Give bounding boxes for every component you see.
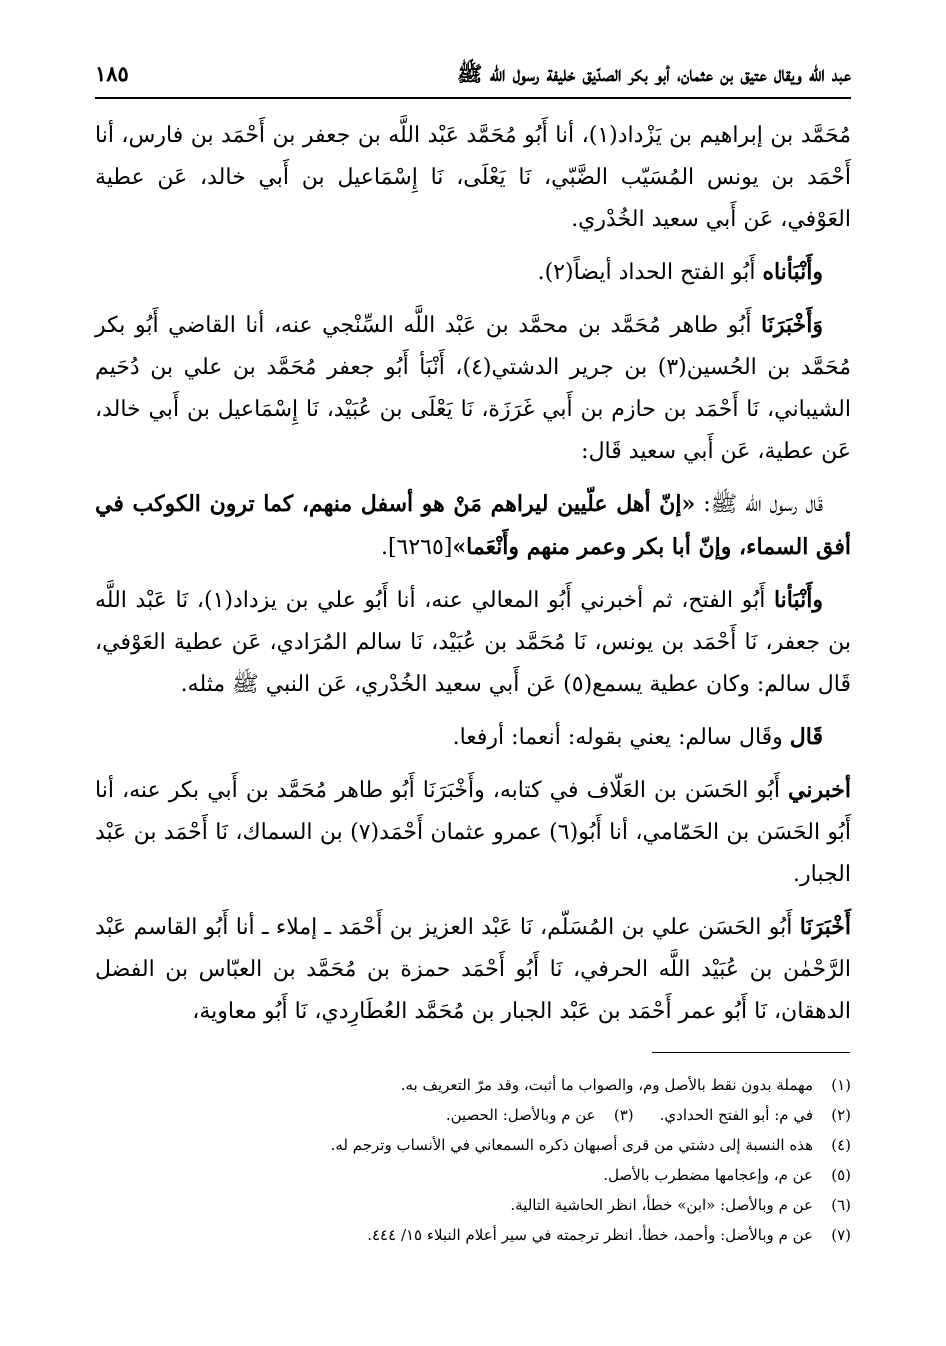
- hadith-intro: قَال رسول الله ﷺ:: [695, 492, 823, 517]
- paragraph-text: وقَال سالم: يعني بقوله: أنعما: أرفعا.: [452, 725, 790, 750]
- footnote-text: هذه النسبة إلى دشتي من قرى أصبهان ذكره السمعاني في الأنساب وترجم له.: [330, 1136, 813, 1154]
- paragraph-5: [95, 579, 851, 706]
- paragraph-7: [95, 769, 851, 896]
- footnote-text: مهملة بدون نقط بالأصل وم، والصواب ما أثبت، وقد مرّ التعريف به.: [400, 1076, 813, 1094]
- paragraph-text: أَبُو الحَسَن علي بن المُسَلّم، نَا عَبْد العزيز بن أَحْمَد ـ إملاء ـ أنا أَبُو القاسم عَبْد الرَّحْمٰن بن عُبَيْد اللَّه الحرفي، نَا أَبُو أَحْمَد حمزة بن مُحَمَّد بن العبّاس بن الفضل الدهقان، نَا أَبُو عمر أَحْمَد بن عَبْد الجبار بن مُحَمَّد العُطَارِدي، نَا أَبُو معاوية،: [95, 915, 851, 1024]
- paragraph-lead: وأَنْبَأناه: [762, 259, 823, 285]
- paragraph-3: [95, 304, 851, 473]
- hadith-paragraph: [95, 483, 851, 569]
- footnote-number: (٤): [831, 1136, 851, 1154]
- footnote-text: في م: أبو الفتح الحدادي.: [659, 1106, 813, 1124]
- running-title: عبد الله ويقال عتيق بن عثمان، أبو بكر الصدّيق خليفة رسول الله ﷺ: [457, 61, 851, 86]
- paragraph-lead: وَأَخْبَرَنَا: [761, 312, 823, 338]
- paragraph-text: أَبُو طاهر مُحَمَّد بن محمَّد بن عَبْد اللَّه السِّنْجي عنه، أنا القاضي أَبُو بكر مُحَمَّد بن الحُسين(٣) بن جرير الدشتي(٤)، أَنْبَأ أَبُو جعفر مُحَمَّد بن علي بن دُحَيم الشيباني، نَا أَحْمَد بن حازم بن أَبي غَرَزَة، نَا يَعْلَى بن عُبَيْد، نَا إِسْمَاعيل بن أَبي خالد، عَن عطية، عَن أَبي سعيد قَال:: [95, 313, 851, 464]
- footnote-text: عن م، وإعجامها مضطرب بالأصل.: [603, 1166, 813, 1184]
- footnote-divider: [652, 1052, 850, 1053]
- footnote: [95, 1190, 851, 1220]
- footnote-number: (٧): [831, 1226, 851, 1244]
- paragraph-text: أَبُو الفتح، ثم أخبرني أَبُو المعالي عنه، أنا أَبُو علي بن يزداد(١)، نَا عَبْد اللَّه بن جعفر، نَا أَحْمَد بن يونس، نَا مُحَمَّد بن عُبَيْد، نَا سالم المُرَادي، عَن عطية العَوْفي، قَال سالم: وكان عطية يسمع(٥) عَن أَبي سعيد الخُدْري، عَن النبي ﷺ مثله.: [95, 588, 851, 697]
- paragraph-8: [95, 906, 851, 1033]
- footnote-text: عن م وبالأصل: الحصين.: [445, 1106, 596, 1124]
- footnote-text: عن م وبالأصل: وأحمد، خطأ. انظر ترجمته في سير أعلام النبلاء ١٥/ ٤٤٤.: [367, 1226, 813, 1244]
- footnote: [95, 1100, 851, 1130]
- footnote: [95, 1130, 851, 1160]
- paragraph-1: [95, 115, 851, 241]
- paragraph-lead: قَال: [789, 724, 823, 750]
- paragraph-lead: أخبرني: [788, 777, 851, 803]
- page-header: [95, 55, 851, 99]
- paragraph-lead: أَخْبَرَنَا: [799, 914, 852, 940]
- page-number: ١٨٥: [95, 61, 129, 86]
- paragraph-lead: وأَنْبَأنا: [773, 587, 823, 613]
- footnote-number: (٦): [831, 1196, 851, 1214]
- footnote-number: (٥): [831, 1166, 851, 1184]
- footnote: [95, 1070, 851, 1100]
- footnote: [95, 1160, 851, 1190]
- footnote-number: (٣): [613, 1106, 634, 1124]
- footnote-number: (١): [831, 1076, 851, 1094]
- footnote: [95, 1220, 851, 1250]
- hadith-text: «إنّ أهل علّيين ليراهم مَنْ هو أسفل منهم، كما ترون الكوكب في أفق السماء، وإنّ أبا بكر وعمر منهم وأَنْعَما»: [95, 491, 851, 560]
- paragraph-2: [95, 251, 851, 294]
- paragraph-text: مُحَمَّد بن إبراهيم بن يَزْداد(١)، أنا أَبُو مُحَمَّد عَبْد اللَّه بن جعفر بن أَحْمَد بن فارس، أنا أَحْمَد بن يونس المُسَيّب الضَّبّي، نَا يَعْلَى، نَا إِسْمَاعيل بن أَبي خالد، عَن عطية العَوْفي، عَن أَبي سعيد الخُدْري.: [95, 123, 851, 232]
- paragraph-text: أَبُو الحَسَن بن العَلّاف في كتابه، وأَخْبَرَنَا أَبُو طاهر مُحَمَّد بن أَبي بكر عنه، أنا أَبُو الحَسَن بن الحَمّامي، أنا أَبُو(٦) عمرو عثمان أَحْمَد(٧) بن السماك، نَا أَحْمَد بن عَبْد الجبار.: [95, 778, 852, 887]
- paragraph-6: [95, 716, 851, 759]
- footnotes: [95, 1070, 851, 1250]
- hadith-number: [٦٢٦٥].: [380, 535, 453, 560]
- footnote-number: (٢): [831, 1106, 851, 1124]
- main-text: [95, 115, 851, 1043]
- footnote-text: عن م وبالأصل: «ابن» خطأ، انظر الحاشية التالية.: [510, 1196, 813, 1214]
- paragraph-text: أَبُو الفتح الحداد أيضاً(٢).: [537, 260, 763, 285]
